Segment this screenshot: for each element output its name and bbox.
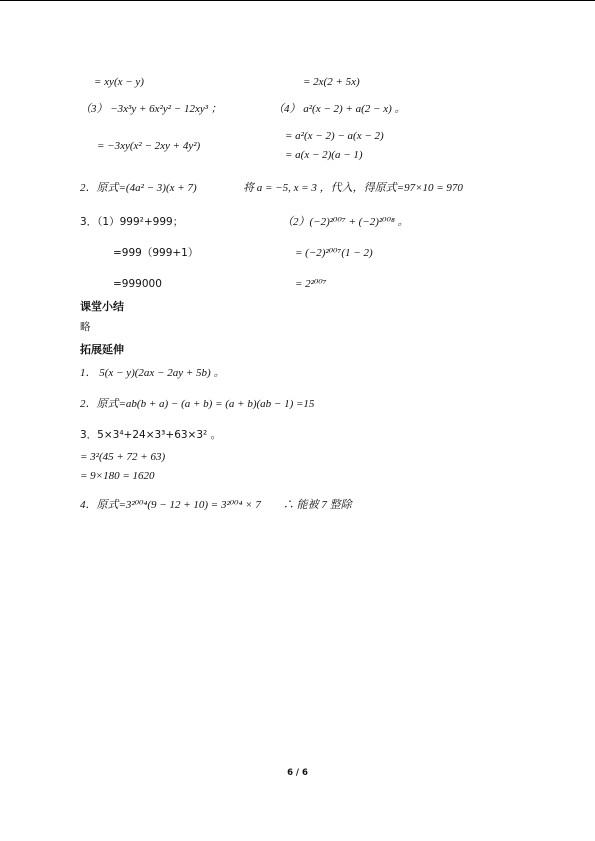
answer-line-5a: 3．（1）999²+999；: [80, 216, 184, 228]
answer-line-7b: = 2²⁰⁰⁷: [295, 278, 327, 290]
answer-line-3a: = −3xy(x² − 2xy + 4y²): [97, 140, 201, 152]
answer-line-4b: 将 a = −5, x = 3 ，代入，得原式=97×10 = 970: [243, 182, 463, 194]
extension-line-3: 3．5×3⁴+24×3³+63×3² 。: [80, 429, 222, 441]
top-rule: [0, 0, 595, 1]
answer-line-6b: = (−2)²⁰⁰⁷(1 − 2): [295, 247, 373, 259]
page-number: 6 / 6: [287, 768, 308, 778]
section-heading-extension: 拓展延伸: [80, 343, 124, 356]
answer-line-2b: （4） a²(x − 2) + a(2 − x) 。: [273, 103, 406, 115]
extension-line-5: = 9×180 = 1620: [80, 470, 155, 482]
extension-line-1: 1． 5(x − y)(2ax − 2ay + 5b) 。: [80, 367, 225, 379]
extension-line-6: 4．原式=3²⁰⁰⁴(9 − 12 + 10) = 3²⁰⁰⁴ × 7 ∴ 能被 7 整除: [80, 499, 352, 511]
answer-line-3b: = a²(x − 2) − a(x − 2): [285, 130, 384, 142]
summary-text: 略: [80, 321, 91, 333]
answer-line-4a: 2．原式=(4a² − 3)(x + 7): [80, 182, 197, 194]
answer-line-6a: =999（999+1）: [113, 247, 199, 259]
answer-line-1b: = 2x(2 + 5x): [303, 76, 360, 88]
extension-line-4: = 3²(45 + 72 + 63): [80, 451, 166, 463]
answer-line-2a: （3） −3x³y + 6x²y² − 12xy³ ；: [80, 103, 222, 115]
answer-line-1a: = xy(x − y): [94, 76, 144, 88]
answer-line-5b: （2）(−2)²⁰⁰⁷ + (−2)²⁰⁰⁸ 。: [282, 216, 409, 228]
section-heading-summary: 课堂小结: [80, 300, 124, 313]
answer-line-3c: = a(x − 2)(a − 1): [285, 149, 363, 161]
answer-line-7a: =999000: [113, 278, 162, 290]
extension-line-2: 2．原式=ab(b + a) − (a + b) = (a + b)(ab − 1) =15: [80, 398, 315, 410]
